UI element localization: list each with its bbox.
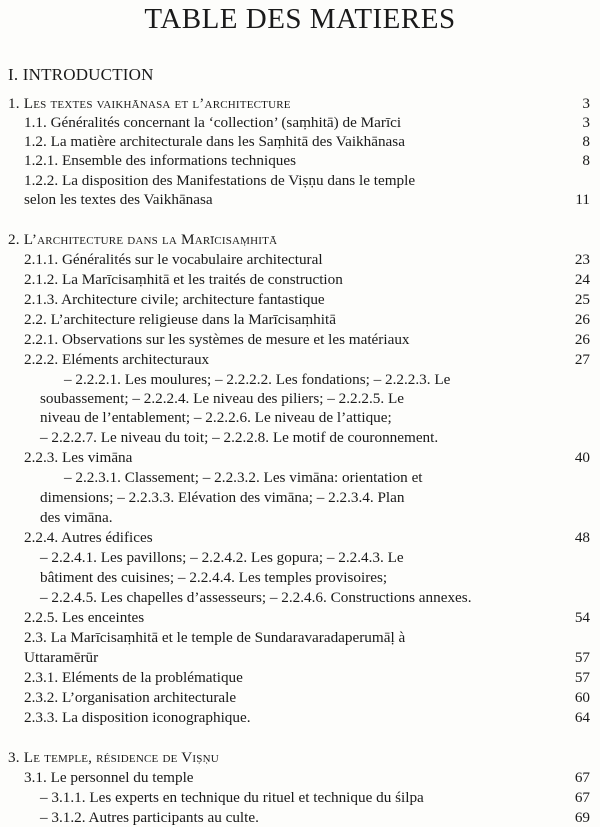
toc-entry — [40, 508, 113, 527]
toc-page-number: 3 — [582, 114, 590, 131]
toc-entry — [40, 568, 387, 587]
toc-entry — [40, 428, 438, 447]
toc-page-number: 57 — [574, 669, 590, 686]
page-title: TABLE DES MATIERES — [144, 3, 456, 35]
toc-entry-text: selon les textes des Vaikhānasa — [24, 191, 213, 208]
toc-entry-text: 1. Les textes vaikhānasa et l’architecture — [8, 95, 291, 112]
toc-entry — [40, 488, 404, 507]
toc-entry — [8, 94, 291, 113]
toc-entry-text: 2.2.4. Autres édifices — [24, 529, 153, 546]
toc-page-number: 26 — [574, 311, 590, 328]
toc-entry — [8, 748, 219, 767]
toc-page-number: 8 — [582, 133, 590, 150]
toc-entry-text: des vimāna. — [40, 509, 113, 526]
toc-entry — [24, 250, 323, 269]
toc-page-number: 67 — [574, 769, 590, 786]
toc-entry-text: – 2.2.3.1. Classement; – 2.2.3.2. Les vimāna: orientation et — [64, 469, 423, 486]
toc-entry-text: 2.3.2. L’organisation architecturale — [24, 689, 237, 706]
toc-page-number: 26 — [574, 331, 590, 348]
toc-entry-text: – 3.1.1. Les experts en technique du rituel et technique du śilpa — [40, 789, 424, 806]
toc-entry — [24, 768, 194, 787]
toc-entry — [24, 648, 98, 667]
toc-entry — [8, 230, 277, 249]
toc-entry — [24, 310, 336, 329]
toc-entry-text: – 2.2.4.5. Les chapelles d’assesseurs; – 2.2.4.6. Constructions annexes. — [40, 589, 472, 606]
toc-entry-text: soubassement; – 2.2.2.4. Le niveau des piliers; – 2.2.2.5. Le — [40, 390, 405, 407]
toc-page-number: 27 — [574, 351, 590, 368]
toc-entry-text: 1.2.1. Ensemble des informations techniques — [24, 152, 297, 169]
toc-entry-text: 2. L’architecture dans la Marīcisaṃhitā — [8, 231, 278, 248]
toc-entry — [40, 389, 404, 408]
toc-page-number: 3 — [582, 95, 590, 112]
toc-entry-text: 2.1.1. Généralités sur le vocabulaire architectural — [24, 251, 323, 268]
toc-page-number: 60 — [574, 689, 590, 706]
toc-entry-text: 2.2. L’architecture religieuse dans la Marīcisaṃhitā — [24, 311, 336, 328]
toc-entry — [40, 588, 472, 607]
toc-entry-text: 2.2.3. Les vimāna — [24, 449, 133, 466]
toc-entry — [40, 548, 404, 567]
toc-page-number: 57 — [574, 649, 590, 666]
toc-entry-text: 3.1. Le personnel du temple — [24, 769, 194, 786]
toc-entry-text: niveau de l’entablement; – 2.2.2.6. Le niveau de l’attique; — [40, 409, 392, 426]
toc-entry — [24, 171, 415, 190]
toc-entry — [24, 668, 243, 687]
toc-entry — [24, 290, 325, 309]
toc-entry — [24, 190, 213, 209]
toc-entry — [24, 330, 410, 349]
toc-page-number: 54 — [574, 609, 590, 626]
toc-entry-text: – 2.2.4.1. Les pavillons; – 2.2.4.2. Les gopura; – 2.2.4.3. Le — [40, 549, 404, 566]
toc-entry — [40, 408, 392, 427]
toc-page-number: 40 — [574, 449, 590, 466]
part-heading: I. INTRODUCTION — [8, 65, 154, 84]
toc-entry — [24, 628, 405, 647]
toc-entry — [24, 608, 144, 627]
toc-entry — [24, 708, 251, 727]
toc-entry — [64, 370, 450, 389]
toc-entry-text: 2.2.2. Eléments architecturaux — [24, 351, 210, 368]
toc-page-number: 23 — [574, 251, 590, 268]
toc-entry-text: 1.2. La matière architecturale dans les Saṃhitā des Vaikhānasa — [24, 133, 405, 150]
toc-entry-text: Uttaramērūr — [24, 649, 99, 666]
toc-page-number: 25 — [574, 291, 590, 308]
toc-page-number: 69 — [574, 809, 590, 826]
toc-entry-text: 2.1.2. La Marīcisaṃhitā et les traités de construction — [24, 271, 343, 288]
toc-entry — [24, 113, 401, 132]
toc-entry — [40, 788, 424, 807]
toc-entry-text: bâtiment des cuisines; – 2.2.4.4. Les temples provisoires; — [40, 569, 388, 586]
toc-entry — [24, 350, 209, 369]
toc-entry-text: 3. Le temple, résidence de Viṣṇu — [8, 749, 219, 766]
toc-page-number: 11 — [575, 191, 590, 208]
toc-entry-text: – 2.2.2.1. Les moulures; – 2.2.2.2. Les fondations; – 2.2.2.3. Le — [64, 371, 451, 388]
toc-entry-text: 2.3.3. La disposition iconographique. — [24, 709, 251, 726]
toc-entry — [64, 468, 423, 487]
toc-entry — [24, 448, 132, 467]
toc-entry — [24, 151, 296, 170]
toc-entry-text: – 2.2.2.7. Le niveau du toit; – 2.2.2.8. Le motif de couronnement. — [40, 429, 439, 446]
toc-page-number: 48 — [574, 529, 590, 546]
toc-entry-text: 2.3.1. Eléments de la problématique — [24, 669, 243, 686]
toc-entry — [40, 808, 259, 827]
toc-entry-text: 2.3. La Marīcisaṃhitā et le temple de Sundaravaradaperumāḷ à — [24, 629, 406, 646]
toc-page-number: 67 — [574, 789, 590, 806]
toc-entry-text: dimensions; – 2.2.3.3. Elévation des vimāna; – 2.2.3.4. Plan — [40, 489, 405, 506]
toc-entry — [24, 528, 153, 547]
toc-entry — [24, 132, 405, 151]
toc-entry-text: 2.2.1. Observations sur les systèmes de mesure et les matériaux — [24, 331, 410, 348]
toc-entry-text: 1.2.2. La disposition des Manifestations de Viṣṇu dans le temple — [24, 172, 416, 189]
toc-entry-text: 2.1.3. Architecture civile; architecture fantastique — [24, 291, 325, 308]
toc-page-number: 8 — [582, 152, 590, 169]
toc-page-number: 64 — [574, 709, 590, 726]
toc-entry — [24, 688, 236, 707]
toc-entry-text: 1.1. Généralités concernant la ‘collection’ (saṃhitā) de Marīci — [24, 114, 402, 131]
toc-page-number: 24 — [574, 271, 590, 288]
toc-entry-text: – 3.1.2. Autres participants au culte. — [40, 809, 259, 826]
toc-entry-text: 2.2.5. Les enceintes — [24, 609, 145, 626]
toc-entry — [24, 270, 343, 289]
